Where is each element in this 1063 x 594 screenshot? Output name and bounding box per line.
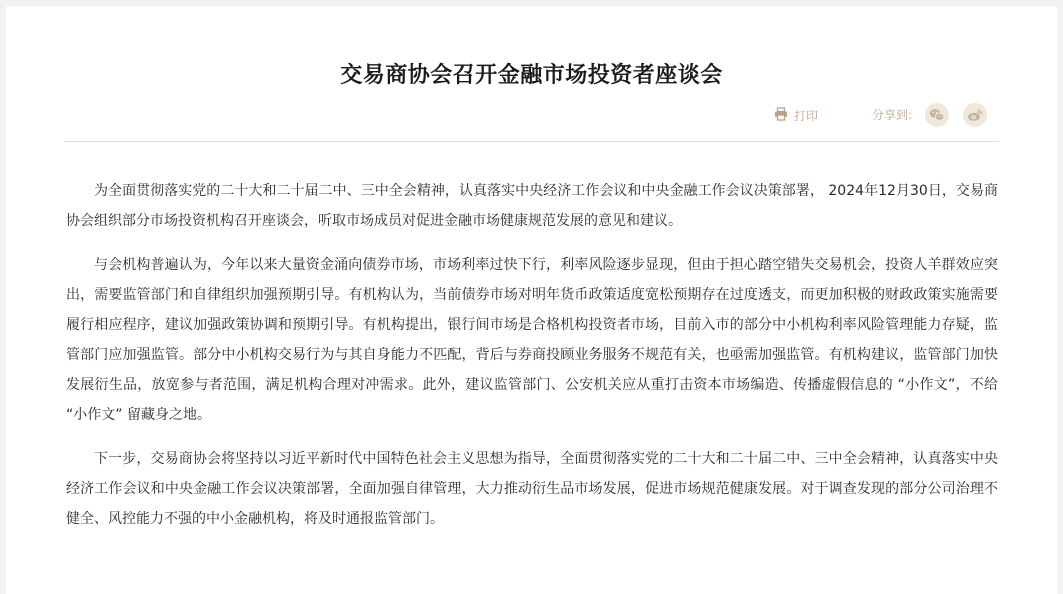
article-page — [6, 6, 1057, 594]
article-title: 交易商协会召开金融市场投资者座谈会 — [340, 63, 723, 88]
share-label: 分享到: — [872, 108, 913, 122]
weibo-icon[interactable] — [963, 103, 987, 127]
title-divider — [64, 141, 999, 142]
article-paragraph: 为全面贯彻落实党的二十大和二十届二中、三中全会精神，认真落实中央经济工作会议和中央金融工作会议决策部署， 2024年12月30日，交易商协会组织部分市场投资机构召开座谈会，听取市场成员对促进金融市场健康规范发展的意见和建议。 — [66, 183, 998, 229]
article-paragraph: 下一步，交易商协会将坚持以习近平新时代中国特色社会主义思想为指导，全面贯彻落实党的二十大和二十届二中、三中全会精神，认真落实中央经济工作会议和中央金融工作会议决策部署，全面加强自律管理，大力推动衍生品市场发展，促进市场规范健康发展。对于调查发现的部分公司治理不健全、风控能力不强的中小金融机构，将及时通报监管部门。 — [66, 451, 998, 527]
article-paragraph: 与会机构普遍认为，今年以来大量资金涌向债券市场，市场利率过快下行，利率风险逐步显现，但由于担心踏空错失交易机会，投资人羊群效应突出，需要监管部门和自律组织加强预期引导。有机构认为，当前债券市场对明年货币政策适度宽松预期存在过度透支，而更加积极的财政政策实施需要履行相应程序，建议加强政策协调和预期引导。有机构提出，银行间市场是合格机构投资者市场，目前入市的部分中小机构利率风险管理能力存疑，监管部门应加强监管。部分中小机构交易行为与其自身能力不匹配，背后与券商投顾业务服务不规范有关，也亟需加强监管。有机构建议，监管部门加快发展衍生品，放宽参与者范围，满足机构合理对冲需求。此外，建议监管部门、公安机关应从重打击资本市场编造、传播虚假信息的 “小作文”，不给 “小作文” 留藏身之地。 — [66, 257, 998, 423]
wechat-icon[interactable] — [925, 103, 949, 127]
print-label: 打印 — [794, 108, 819, 123]
article-toolbar — [6, 102, 1057, 128]
article-body — [66, 176, 998, 548]
print-button[interactable] — [774, 102, 818, 128]
printer-icon — [774, 107, 794, 124]
